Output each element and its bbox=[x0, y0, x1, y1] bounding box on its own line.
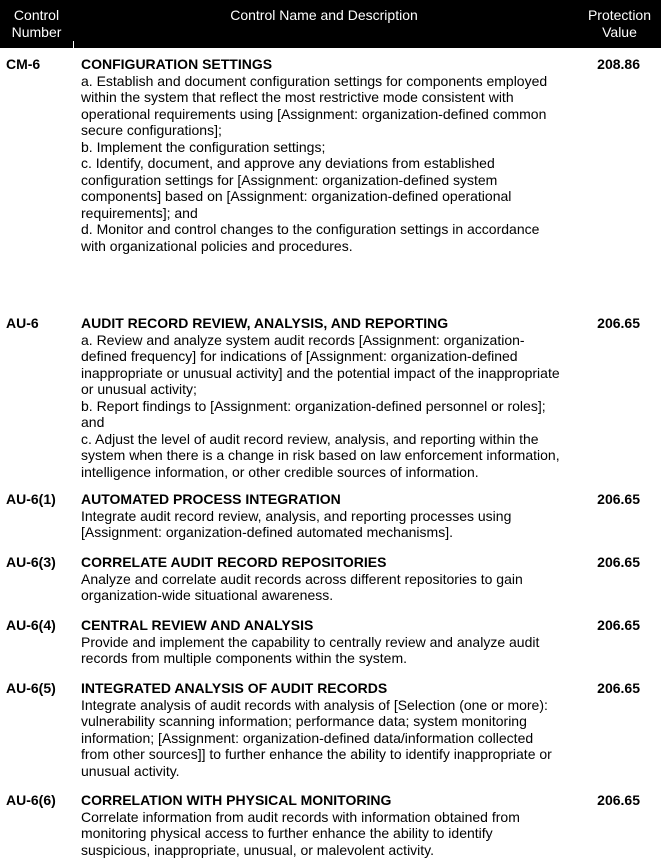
control-description bbox=[81, 554, 581, 604]
control-description-line: within the system that reflect the most restrictive mode consistent with bbox=[81, 89, 514, 105]
control-description-line: vulnerability scanning information; performance data; system monitoring bbox=[81, 713, 527, 729]
control-description bbox=[81, 617, 581, 667]
control-description-line: secure configurations]; bbox=[81, 122, 222, 138]
control-title: CONFIGURATION SETTINGS bbox=[81, 56, 273, 72]
control-description-line: Correlate information from audit records with information obtained from bbox=[81, 808, 520, 825]
control-description-line: with organizational policies and procedures. bbox=[81, 237, 353, 254]
control-description-line: a. Establish and document configuration settings for components employed bbox=[81, 72, 548, 89]
control-description-line: operational requirements using [Assignment: organization-defined common bbox=[81, 105, 547, 122]
protection-value: 206.65 bbox=[597, 680, 640, 696]
header-protection-value-line-2: Value bbox=[602, 24, 637, 40]
table-header bbox=[0, 0, 661, 48]
control-title: AUDIT RECORD REVIEW, ANALYSIS, AND REPORTING bbox=[81, 315, 449, 331]
protection-value: 206.65 bbox=[597, 491, 640, 507]
control-description-line: components] based on [Assignment: organization-defined operational bbox=[81, 188, 512, 204]
control-description bbox=[81, 491, 581, 541]
header-control-number bbox=[0, 7, 73, 41]
control-title: CORRELATION WITH PHYSICAL MONITORING bbox=[81, 792, 392, 808]
control-description-line: Provide and implement the capability to centrally review and analyze audit bbox=[81, 633, 540, 650]
control-description-line: or unusual activity; bbox=[81, 381, 197, 397]
control-number: AU-6 bbox=[6, 315, 39, 331]
control-description-line: c. Identify, document, and approve any deviations from established bbox=[81, 155, 495, 171]
control-title: INTEGRATED ANALYSIS OF AUDIT RECORDS bbox=[81, 680, 388, 696]
control-number: AU-6(4) bbox=[6, 617, 56, 633]
protection-value: 206.65 bbox=[597, 315, 640, 331]
control-description-line: b. Report findings to [Assignment: organization-defined personnel or roles]; bbox=[81, 397, 546, 414]
control-description-line: monitoring physical access to further enhance the ability to identify bbox=[81, 825, 493, 841]
control-description bbox=[81, 56, 581, 254]
control-description-line: suspicious, inappropriate, unusual, or malevolent activity. bbox=[81, 841, 435, 858]
control-description-line: a. Review and analyze system audit records [Assignment: organization- bbox=[81, 331, 525, 348]
control-description bbox=[81, 680, 581, 779]
header-control-description: Control Name and Description bbox=[230, 7, 418, 23]
control-number: AU-6(1) bbox=[6, 491, 56, 507]
control-number: AU-6(5) bbox=[6, 680, 56, 696]
protection-value: 206.65 bbox=[597, 792, 640, 808]
header-control-number-line-2: Number bbox=[11, 24, 62, 40]
control-number: AU-6(6) bbox=[6, 792, 56, 808]
control-description-line: unusual activity. bbox=[81, 762, 180, 779]
control-title: AUTOMATED PROCESS INTEGRATION bbox=[81, 491, 341, 507]
control-description-line: inappropriate or unusual activity] and the potential impact of the inappropriate bbox=[81, 364, 560, 381]
protection-value: 208.86 bbox=[597, 56, 640, 72]
control-description-line: Integrate audit record review, analysis, and reporting processes using bbox=[81, 507, 512, 524]
control-description-line: organization-wide situational awareness. bbox=[81, 587, 334, 603]
control-description-line: intelligence information, or other credible sources of information. bbox=[81, 463, 479, 480]
control-description-line: Integrate analysis of audit records with analysis of [Selection (one or more): bbox=[81, 696, 548, 713]
control-description-line: [Assignment: organization-defined automated mechanisms]. bbox=[81, 524, 453, 540]
header-control-number-line-1: Control bbox=[13, 7, 60, 23]
control-description-line: b. Implement the configuration settings; bbox=[81, 138, 326, 155]
control-description bbox=[81, 792, 581, 858]
header-protection-value bbox=[578, 7, 661, 41]
protection-value: 206.65 bbox=[597, 554, 640, 570]
control-description-line: and bbox=[81, 414, 105, 430]
header-column-divider bbox=[73, 41, 74, 49]
control-description-line: system when there is a change in risk based on law enforcement information, bbox=[81, 447, 560, 463]
control-description-line: from other sources]] to further enhance the ability to identify inappropriate or bbox=[81, 746, 552, 762]
protection-value: 206.65 bbox=[597, 617, 640, 633]
control-description bbox=[81, 315, 581, 480]
control-description-line: c. Adjust the level of audit record review, analysis, and reporting within the bbox=[81, 430, 539, 447]
control-description-line: d. Monitor and control changes to the configuration settings in accordance bbox=[81, 221, 540, 237]
header-protection-value-line-1: Protection bbox=[587, 7, 652, 23]
control-title: CORRELATE AUDIT RECORD REPOSITORIES bbox=[81, 554, 387, 570]
control-number: AU-6(3) bbox=[6, 554, 56, 570]
control-description-line: defined frequency] for indications of [Assignment: organization-defined bbox=[81, 348, 518, 364]
control-title: CENTRAL REVIEW AND ANALYSIS bbox=[81, 617, 314, 633]
control-description-line: configuration settings for [Assignment: organization-defined system bbox=[81, 171, 498, 188]
control-description-line: information; [Assignment: organization-defined data/information collected bbox=[81, 729, 534, 746]
control-description-line: records from multiple components within the system. bbox=[81, 650, 408, 666]
control-description-line: Analyze and correlate audit records across different repositories to gain bbox=[81, 570, 523, 587]
control-description-line: requirements]; and bbox=[81, 204, 198, 221]
control-number: CM-6 bbox=[6, 56, 41, 72]
